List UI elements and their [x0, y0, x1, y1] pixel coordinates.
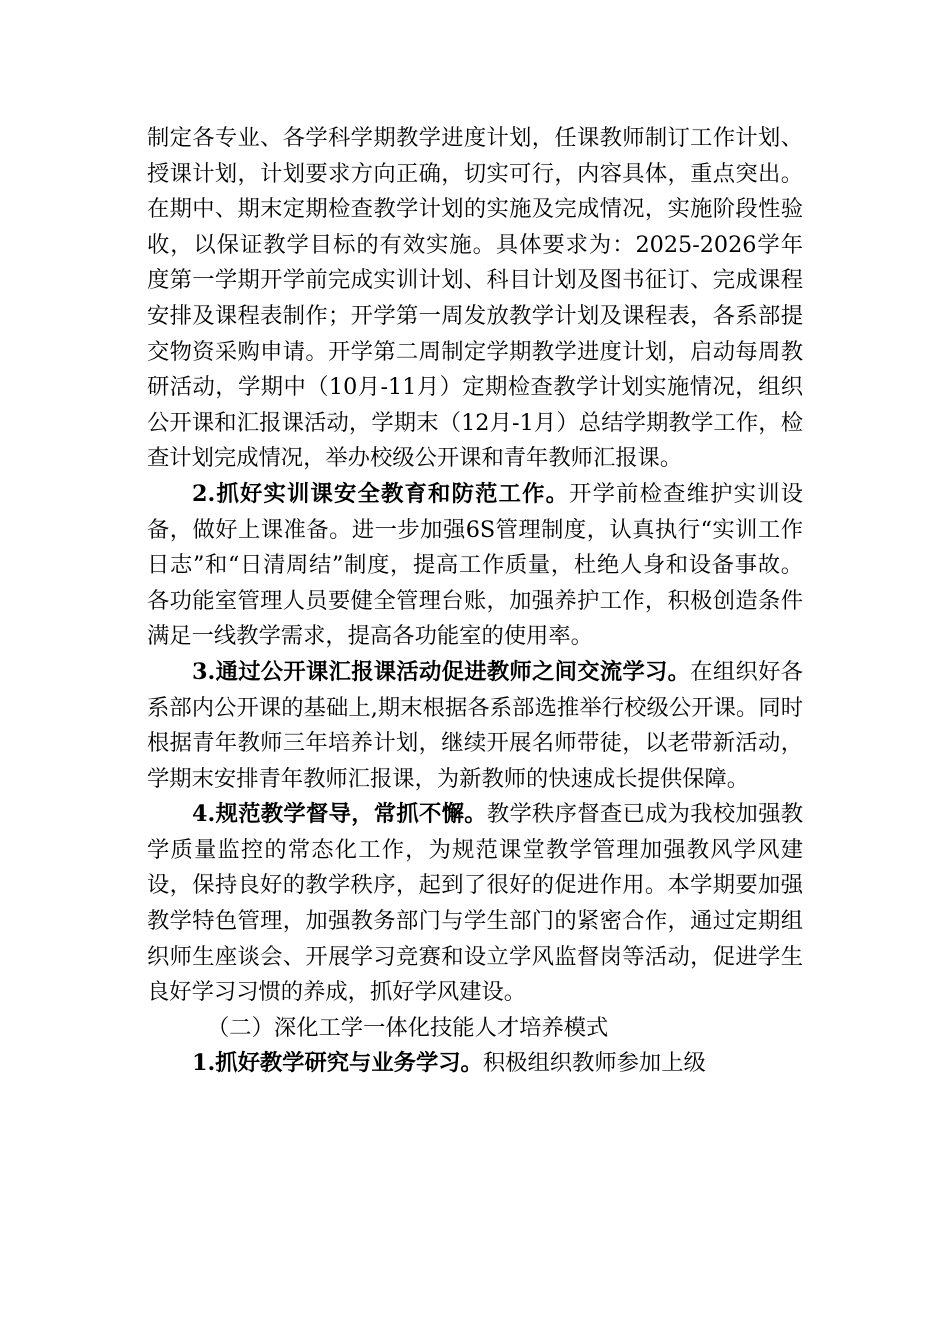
section-heading-text: （二）深化工学一体化技能人才培养模式	[207, 1014, 609, 1041]
paragraph-text: 教学秩序督查已成为我校加强教学质量监控的常态化工作，为规范课堂教学管理加强教风学风建设，保持良好的教学秩序，起到了很好的促进作用。本学期要加强教学特色管理，加强教务部门与学生部门的紧密合作，通过定期组织师生座谈会、开展学习竞赛和设立学风监督岗等活动，促进学生良好学习习惯的养成，抓好学风建设。	[147, 801, 803, 1006]
document-body	[147, 121, 803, 1082]
paragraph-open-class	[147, 655, 803, 797]
paragraph-bold-lead: 3.通过公开课汇报课活动促进教师之间交流学习。	[192, 658, 691, 685]
paragraph-text: 在组织好各系部内公开课的基础上,期末根据各系部选推举行校级公开课。同时根据青年教师三年培养计划，继续开展名师带徒，以老带新活动，学期末安排青年教师汇报课，为新教师的快速成长提供保障。	[147, 658, 803, 792]
paragraph-bold-lead: 2.抓好实训课安全教育和防范工作。	[192, 480, 570, 507]
paragraph-text: 制定各专业、各学科学期教学进度计划，任课教师制订工作计划、授课计划，计划要求方向正确，切实可行，内容具体，重点突出。在期中、期末定期检查教学计划的实施及完成情况，实施阶段性验收，以保证教学目标的有效实施。具体要求为：2025-2026学年度第一学期开学前完成实训计划、科目计划及图书征订、完成课程安排及课程表制作；开学第一周发放教学计划及课程表，各系部提交物资采购申请。开学第二周制定学期教学进度计划，启动每周教研活动，学期中（10月-11月）定期检查教学计划实施情况，组织公开课和汇报课活动，学期末（12月-1月）总结学期教学工作，检查计划完成情况，举办校级公开课和青年教师汇报课。	[147, 125, 803, 472]
section-heading	[147, 1011, 803, 1047]
paragraph-text: 开学前检查维护实训设备，做好上课准备。进一步加强6S管理制度，认真执行“实训工作日志”和“日清周结”制度，提高工作质量，杜绝人身和设备事故。各功能室管理人员要健全管理台账，加强养护工作，积极创造条件满足一线教学需求，提高各功能室的使用率。	[147, 480, 803, 650]
paragraph-teaching-supervision	[147, 797, 803, 1011]
paragraph-teaching-research	[147, 1046, 803, 1082]
paragraph-teaching-plan	[147, 121, 803, 477]
paragraph-training-safety	[147, 477, 803, 655]
paragraph-bold-lead: 1.抓好教学研究与业务学习。	[192, 1050, 483, 1077]
paragraph-text: 积极组织教师参加上级	[482, 1050, 706, 1077]
paragraph-bold-lead: 4.规范教学督导，常抓不懈。	[192, 801, 487, 828]
